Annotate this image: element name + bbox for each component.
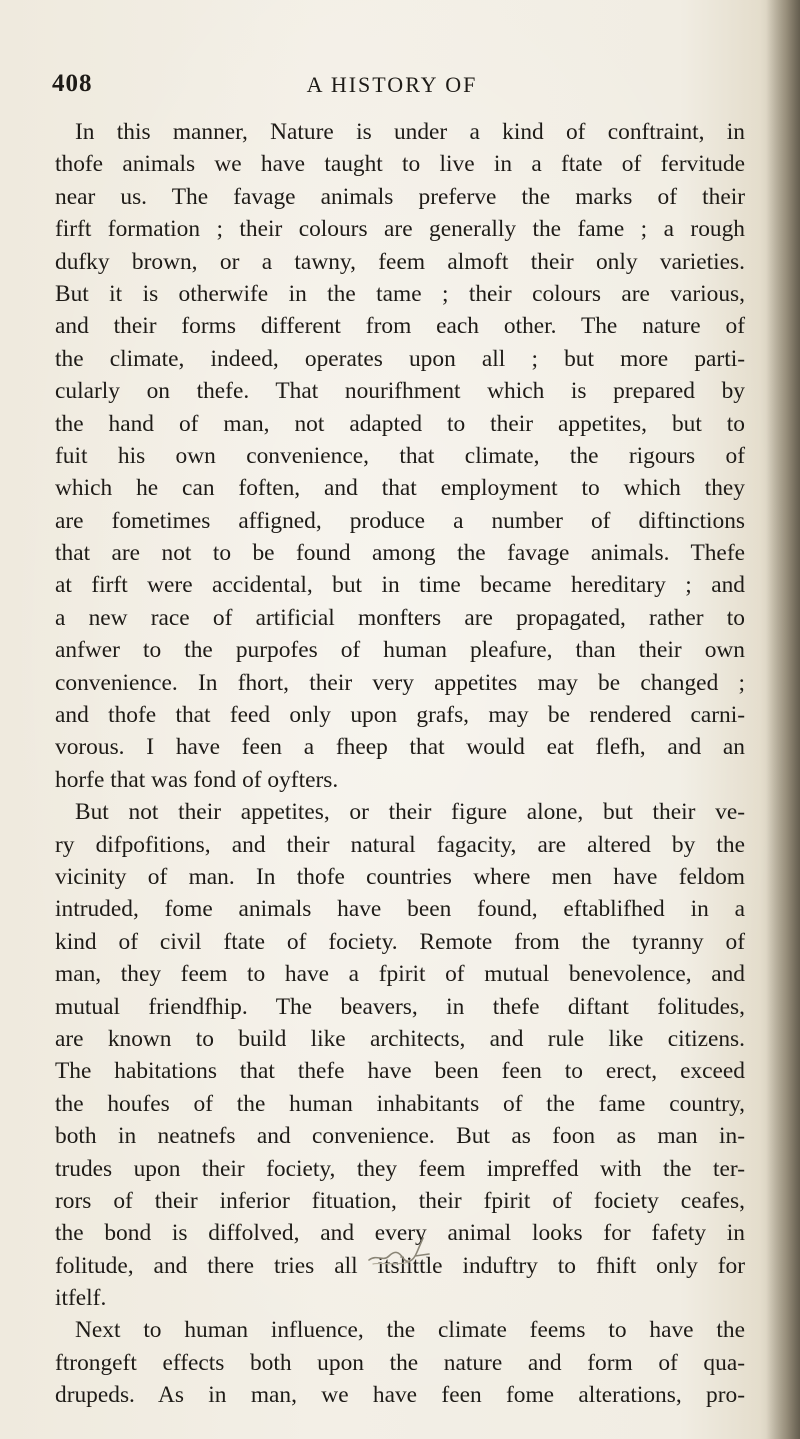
page-number: 408 [52,70,93,97]
text-line: a new race of artificial monfters are propagated, rather to [55,604,745,631]
text-line: dufky brown, or a tawny, feem almoft their only varieties. [55,248,745,275]
text-line: both in neatnefs and convenience. But as foon as man in- [55,1123,745,1150]
page-edge-shadow [766,0,800,1439]
text-line: thofe animals we have taught to live in a ftate of fervitude [55,151,745,178]
handwritten-scribble-icon [365,1232,435,1272]
running-title: A HISTORY OF [306,72,478,97]
text-line: man, they feem to have a fpirit of mutual benevolence, and [55,961,745,988]
text-line: anfwer to the purpofes of human pleafure, than their own [55,637,745,664]
text-line: that are not to be found among the favage animals. Thefe [55,540,745,567]
text-line: are fometimes affigned, produce a number of diftinctions [55,507,745,534]
text-line: kind of civil ftate of fociety. Remote from the tyranny of [55,928,745,955]
text-line: and their forms different from each other. The nature of [55,313,745,340]
text-line: fuit his own convenience, that climate, the rigours of [55,442,745,469]
text-line: In this manner, Nature is under a kind of conftraint, in [75,119,745,145]
text-line: itfelf. [55,1285,107,1312]
text-line: folitude, and there tries all itslittle induftry to fhift only for [55,1252,745,1279]
text-line: the houfes of the human inhabitants of the fame country, [55,1090,745,1117]
text-line: ry difpofitions, and their natural fagacity, are altered by the [55,831,745,858]
text-line: which he can foften, and that employment to which they [55,475,745,502]
body-text [55,116,745,1412]
text-line: vorous. I have feen a fheep that would eat flefh, and an [55,734,745,761]
text-line: are known to build like architects, and rule like citizens. [55,1025,745,1052]
text-line: ftrongeft effects both upon the nature and form of qua- [55,1349,745,1376]
text-line: the bond is diffolved, and every animal looks for fafety in [55,1220,745,1247]
text-line: firft formation ; their colours are generally the fame ; a rough [55,216,745,243]
text-line: cularly on thefe. That nourifhment which is prepared by [55,378,745,405]
text-line: rors of their inferior fituation, their fpirit of fociety ceafes, [55,1187,745,1214]
text-line: vicinity of man. In thofe countries where men have feldom [55,863,745,890]
text-line: But it is otherwife in the tame ; their colours are various, [55,280,745,307]
text-line: drupeds. As in man, we have feen fome alterations, pro- [55,1382,745,1409]
text-line: intruded, fome animals have been found, eftablifhed in a [55,896,745,923]
text-line: The habitations that thefe have been feen to erect, exceed [55,1058,745,1085]
text-line: mutual friendfhip. The beavers, in thefe diftant folitudes, [55,993,745,1020]
text-line: and thofe that feed only upon grafs, may be rendered carni- [55,702,745,729]
text-line: trudes upon their fociety, they feem impreffed with the ter- [55,1155,745,1182]
text-line: horfe that was fond of oyfters. [55,766,339,793]
text-line: But not their appetites, or their figure alone, but their ve- [75,799,745,826]
text-line: the hand of man, not adapted to their appetites, but to [55,410,745,437]
running-head [52,70,732,104]
text-line: Next to human influence, the climate feems to have the [75,1317,745,1344]
text-line: at firft were accidental, but in time became hereditary ; and [55,572,745,599]
text-line: convenience. In fhort, their very appetites may be changed ; [55,669,745,696]
text-line: near us. The favage animals preferve the marks of their [55,183,745,210]
text-line: the climate, indeed, operates upon all ; but more parti- [55,345,745,372]
